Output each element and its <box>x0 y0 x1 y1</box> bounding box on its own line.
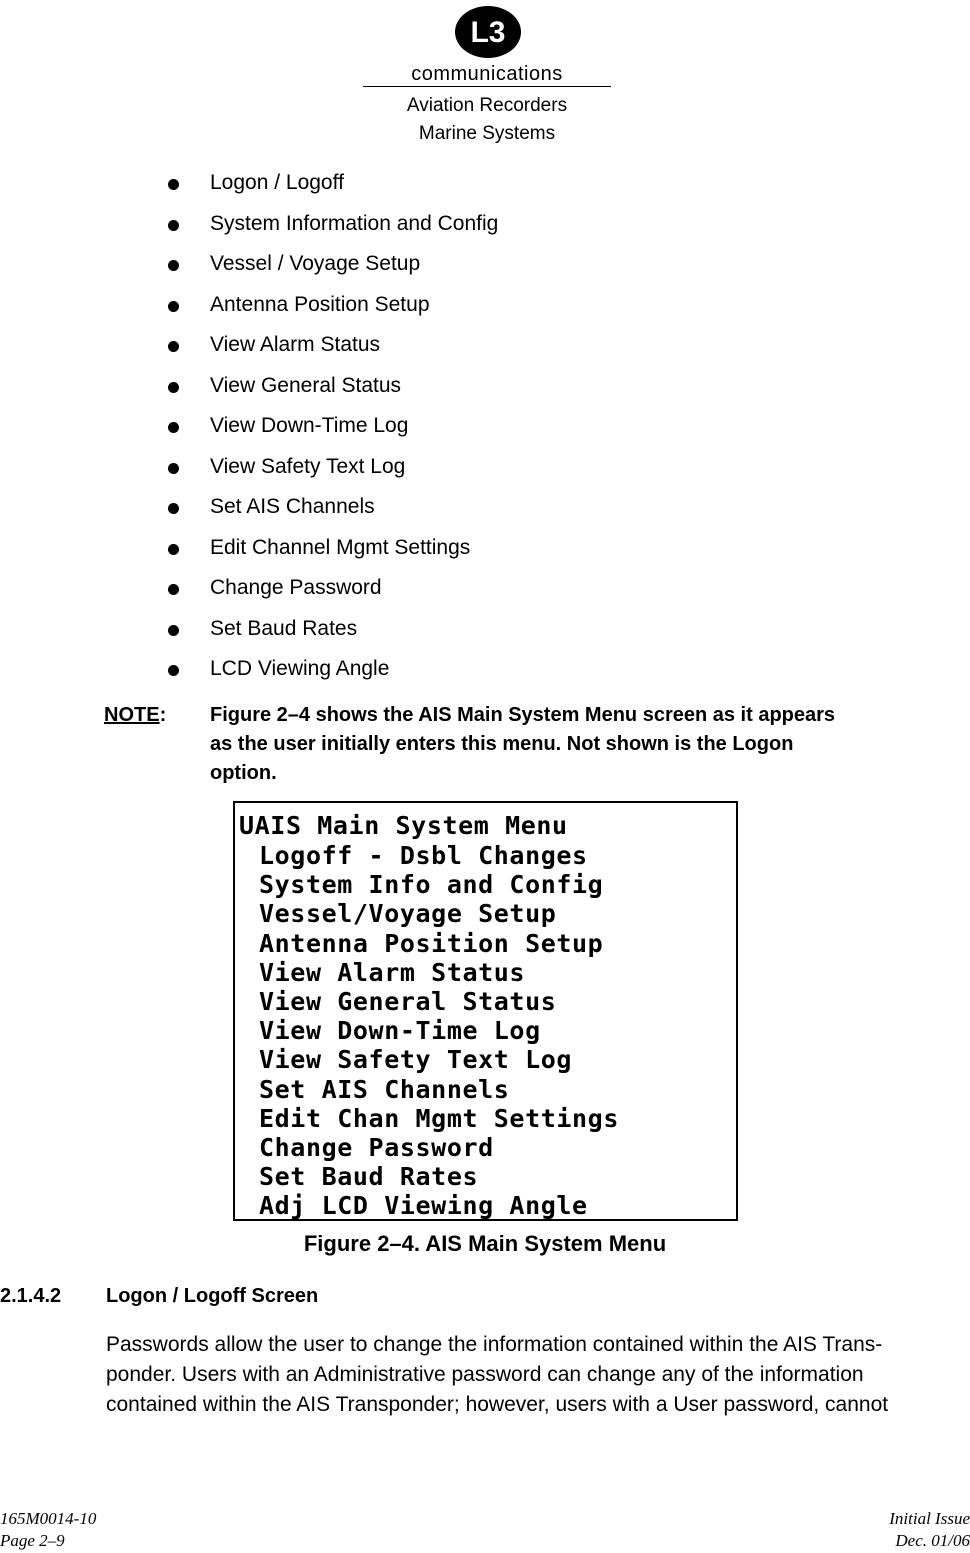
list-item <box>0 413 970 454</box>
lcd-menu-item: Change Password <box>259 1133 494 1163</box>
paragraph-line: contained within the AIS Transponder; however, users with a User password, cannot <box>106 1393 889 1416</box>
bullet-icon <box>168 584 179 595</box>
lcd-menu-item: System Info and Config <box>259 870 604 900</box>
bullet-icon <box>168 544 179 555</box>
menu-option-list <box>0 170 970 697</box>
note-label-colon: : <box>159 704 167 726</box>
lcd-menu-item: Edit Chan Mgmt Settings <box>259 1103 619 1133</box>
lcd-menu-list <box>259 841 619 1221</box>
list-item <box>0 332 970 373</box>
note-text: Figure 2–4 shows the AIS Main System Menu screen as it appears as the user initially enters this menu. Not shown is the Logon option. <box>210 704 836 784</box>
bullet-icon <box>168 179 179 190</box>
list-item <box>0 616 970 657</box>
lcd-menu-item: Set AIS Channels <box>259 1074 510 1104</box>
bullet-icon <box>168 301 179 312</box>
bullet-icon <box>168 422 179 433</box>
org-line-2: Marine Systems <box>418 123 556 144</box>
lcd-menu-item: Vessel/Voyage Setup <box>259 899 557 929</box>
lcd-menu-item: Logoff - Dsbl Changes <box>259 841 588 870</box>
body-paragraph <box>106 1330 970 1420</box>
l3-logo <box>453 4 523 60</box>
lcd-menu-item: Antenna Position Setup <box>259 928 604 958</box>
list-item-text: View Safety Text Log <box>210 454 406 478</box>
lcd-screen-figure <box>233 801 738 1221</box>
bullet-icon <box>168 260 179 271</box>
list-item <box>0 292 970 333</box>
list-item-text: Vessel / Voyage Setup <box>210 252 421 275</box>
figure-caption: Figure 2–4. AIS Main System Menu <box>303 1231 667 1256</box>
bullet-icon <box>168 665 179 676</box>
list-item-text: Change Password <box>210 576 382 599</box>
note-label <box>104 701 166 730</box>
list-item <box>0 454 970 495</box>
list-item <box>0 494 970 535</box>
lcd-menu-item: View Safety Text Log <box>259 1045 573 1075</box>
bullet-icon <box>168 382 179 393</box>
list-item <box>0 170 970 211</box>
lcd-menu-item: View General Status <box>259 987 557 1017</box>
list-item-text: Set AIS Channels <box>210 495 375 518</box>
paragraph-line: ponder. Users with an Administrative password can change any of the information <box>106 1363 864 1386</box>
bullet-icon <box>168 220 179 231</box>
footer-doc-number: 165M0014-10 <box>0 1509 97 1528</box>
org-line-1: Aviation Recorders <box>406 95 568 116</box>
list-item <box>0 535 970 576</box>
lcd-menu-item: View Down-Time Log <box>259 1016 541 1046</box>
note-label-text: NOTE <box>104 704 160 726</box>
bullet-icon <box>168 341 179 352</box>
section-number: 2.1.4.2 <box>0 1285 62 1307</box>
list-item-text: LCD Viewing Angle <box>210 657 390 680</box>
section-title: Logon / Logoff Screen <box>106 1285 319 1307</box>
bullet-icon <box>168 463 179 474</box>
lcd-menu-item: View Alarm Status <box>259 957 526 987</box>
lcd-menu-item: Adj LCD Viewing Angle <box>259 1191 588 1221</box>
logo-wordmark: communications <box>411 63 563 85</box>
footer-date: Dec. 01/06 <box>895 1531 970 1550</box>
list-item-text: Set Baud Rates <box>210 616 358 640</box>
lcd-menu-item: Set Baud Rates <box>259 1162 479 1192</box>
footer-page-number: Page 2–9 <box>0 1531 65 1550</box>
paragraph-line: Passwords allow the user to change the information contained within the AIS Trans- <box>106 1333 883 1356</box>
list-item <box>0 575 970 616</box>
bullet-icon <box>168 625 179 636</box>
footer-issue: Initial Issue <box>889 1509 970 1528</box>
logo-divider <box>363 86 611 87</box>
list-item <box>0 656 970 697</box>
lcd-menu-title: UAIS Main System Menu <box>239 811 568 840</box>
list-item <box>0 373 970 414</box>
list-item-text: System Information and Config <box>210 211 499 235</box>
list-item-text: Antenna Position Setup <box>210 292 430 316</box>
list-item <box>0 211 970 252</box>
list-item-text: View Down-Time Log <box>210 414 409 437</box>
list-item-text: Edit Channel Mgmt Settings <box>210 535 471 559</box>
list-item-text: View Alarm Status <box>210 333 381 356</box>
bullet-icon <box>168 503 179 514</box>
logo-mark-text: L3 <box>470 16 506 49</box>
list-item-text: Logon / Logoff <box>210 171 344 194</box>
list-item-text: View General Status <box>210 373 402 397</box>
list-item <box>0 251 970 292</box>
l3-logo-icon <box>453 4 523 60</box>
